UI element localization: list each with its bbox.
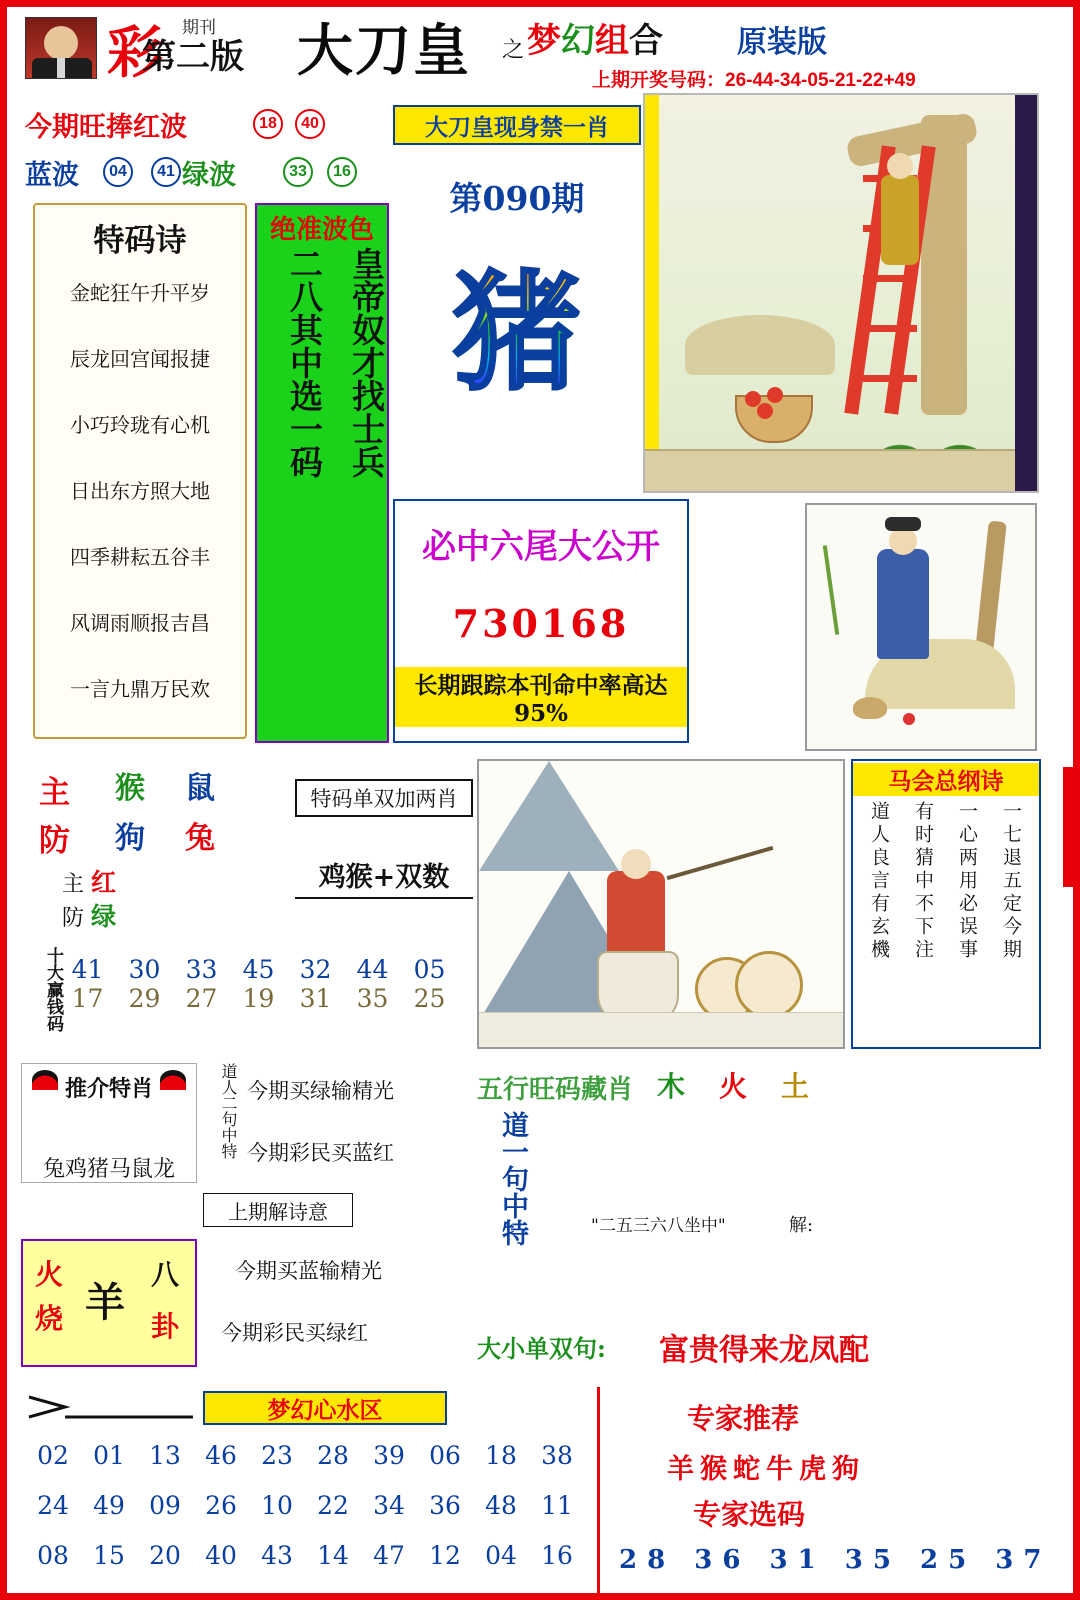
wave-color-col-left: 二八其中选一码	[285, 247, 324, 478]
menghuan-num: 34	[373, 1491, 405, 1520]
zhufang-zodiac-4: 兔	[185, 821, 215, 856]
menghuan-section-title-box	[203, 1391, 447, 1425]
six-tails-numbers: 730168	[452, 601, 630, 646]
jie-label: 解:	[789, 1215, 814, 1236]
wuxing-element-3: 土	[781, 1070, 810, 1103]
top-ten-num: 27	[185, 984, 218, 1013]
mahui-poem-col-2: 一心两用必误事	[956, 801, 978, 962]
menghuan-num: 28	[317, 1441, 349, 1470]
menghuan-num: 15	[93, 1541, 125, 1570]
big-small-odd-even-label: 大小单双句:	[477, 1334, 606, 1363]
zhufang-line-1	[62, 863, 116, 899]
wuxing-watermark: 五行旺码藏肖	[477, 1075, 634, 1105]
menghuan-num: 18	[485, 1441, 517, 1470]
menghuan-num: 39	[373, 1441, 405, 1470]
portrait-photo	[25, 17, 97, 79]
top-ten-num: 19	[242, 984, 275, 1013]
huoshao-bagua-box	[21, 1239, 197, 1367]
menghuan-num: 43	[261, 1541, 293, 1570]
poem-line-1: 金蛇狂午升平岁	[70, 281, 210, 305]
zhufang-line-2	[62, 897, 116, 933]
poem-line-2: 辰龙回宫闻报捷	[70, 347, 210, 371]
red-wave-ball-2: 40	[295, 109, 325, 139]
odd-even-title-box	[295, 779, 473, 817]
top-ten-num: 05	[413, 955, 446, 984]
odd-even-value: 鸡猴+双数	[318, 862, 450, 893]
subtitle-char-3: 组	[595, 21, 629, 61]
daoren-line-1: 今期买绿输精光	[247, 1079, 394, 1103]
zhufang-line-1-color: 红	[91, 868, 117, 897]
odd-even-underline	[295, 897, 473, 899]
menghuan-num: 14	[317, 1541, 349, 1570]
huoshao-char-2: 烧	[35, 1302, 64, 1335]
subtitle-char-1: 梦	[527, 21, 561, 61]
edition-label: 第二版	[142, 37, 244, 77]
subtitle-char-2: 幻	[561, 21, 595, 61]
poem-line-4: 日出东方照大地	[70, 479, 210, 503]
dao-vertical-phrase: 道一句中特	[497, 1111, 528, 1246]
wave-color-box	[255, 203, 389, 743]
recommended-zodiac-title: 推介特肖	[64, 1076, 153, 1102]
odd-even-title: 特码单双加两肖	[310, 787, 458, 811]
zhufang-line-1-label: 主	[62, 872, 85, 897]
daoren-side-label: 道人二句中特	[219, 1063, 238, 1159]
daoren-line-4: 今期彩民买绿红	[221, 1321, 368, 1345]
menghuan-num: 26	[205, 1491, 237, 1520]
last-draw-numbers: 上期开奖号码：26-44-34-05-21-22+49	[592, 70, 916, 91]
six-tails-title: 必中六尾大公开	[422, 527, 660, 567]
fang-label: 防	[39, 823, 70, 859]
expert-title: 专家推荐	[687, 1402, 800, 1435]
menghuan-num: 06	[429, 1441, 461, 1470]
menghuan-num: 13	[149, 1441, 181, 1470]
huoshao-char-1: 火	[35, 1258, 64, 1291]
previous-interpretation-title: 上期解诗意	[228, 1199, 328, 1224]
original-version-label: 原装版	[737, 25, 827, 60]
top-ten-num: 17	[71, 984, 104, 1013]
menghuan-num: 16	[541, 1541, 573, 1570]
expert-num: 28	[619, 1545, 676, 1575]
periodical-label: 期刊	[182, 18, 216, 37]
six-tails-footnote: 长期跟踪本刊命中率高达95%	[395, 667, 687, 727]
top-ten-num: 29	[128, 984, 161, 1013]
recommended-zodiac-box	[21, 1063, 197, 1183]
menghuan-num: 38	[541, 1441, 573, 1470]
forbidden-zodiac-banner	[393, 105, 641, 145]
zhufang-line-2-label: 防	[62, 906, 85, 931]
forbidden-zodiac-char: 猪	[407, 242, 627, 402]
menghuan-row-1	[25, 1431, 585, 1481]
green-wave-label: 绿波	[182, 160, 236, 191]
menghuan-num: 23	[261, 1441, 293, 1470]
illustration-scholar-scene	[805, 503, 1037, 751]
wuxing-element-1: 木	[657, 1070, 686, 1103]
mahui-poem-col-1: 一七退五定今期	[1000, 801, 1022, 962]
huoshao-char-4: 卦	[151, 1310, 180, 1343]
lucky-phrase: 富贵得来龙凤配	[659, 1333, 869, 1368]
top-ten-num: 44	[356, 955, 389, 984]
expert-num: 31	[769, 1545, 826, 1575]
menghuan-num: 40	[205, 1541, 237, 1570]
zhufang-zodiac-2: 鼠	[185, 771, 215, 806]
subtitle-char-4: 合	[629, 21, 663, 61]
zhufang-line-2-color: 绿	[91, 902, 117, 931]
expert-numbers	[619, 1545, 1051, 1575]
expert-num: 37	[995, 1545, 1052, 1575]
menghuan-num: 12	[429, 1541, 461, 1570]
wave-color-col-right: 皇帝奴才找士兵	[347, 247, 386, 478]
menghuan-num: 22	[317, 1491, 349, 1520]
illustration-ladder-scene	[643, 93, 1039, 493]
mahui-poem-col-4: 道人良言有玄機	[868, 801, 890, 962]
subtitle-combo	[527, 13, 663, 62]
mahui-poem-box	[851, 759, 1041, 1049]
menghuan-num: 36	[429, 1491, 461, 1520]
brand-title: 彩	[107, 20, 163, 86]
top-ten-label: 十大赢钱码	[43, 947, 63, 1032]
menghuan-num: 49	[93, 1491, 125, 1520]
zhufang-zodiac-3: 狗	[115, 821, 145, 856]
menghuan-section-title: 梦幻心水区	[267, 1396, 383, 1424]
menghuan-num: 48	[485, 1491, 517, 1520]
top-ten-num: 33	[185, 955, 218, 984]
expert-title-2: 专家选码	[693, 1498, 806, 1531]
top-ten-num: 32	[299, 955, 332, 984]
previous-interpretation-box	[203, 1193, 353, 1227]
top-ten-numbers	[59, 955, 459, 1013]
menghuan-num: 01	[93, 1441, 125, 1470]
menghuan-num: 02	[37, 1441, 69, 1470]
zhi-char: 之	[502, 37, 525, 62]
blue-wave-ball-1: 04	[103, 157, 133, 187]
menghuan-row-2	[25, 1481, 585, 1531]
top-ten-num: 45	[242, 955, 275, 984]
daoren-line-2: 今期彩民买蓝红	[247, 1141, 394, 1165]
top-ten-num: 25	[413, 984, 446, 1013]
expert-num: 35	[844, 1545, 901, 1575]
mahui-poem-title: 马会总纲诗	[853, 763, 1039, 796]
menghuan-num: 24	[37, 1491, 69, 1520]
page-title: 大刀皇	[297, 18, 471, 84]
green-wave-ball-2: 16	[327, 157, 357, 187]
vertical-divider	[597, 1387, 600, 1599]
poem-line-6: 风调雨顺报吉昌	[70, 611, 210, 635]
expert-num: 25	[920, 1545, 977, 1575]
blue-wave-label: 蓝波	[25, 160, 79, 191]
wave-color-title: 绝准波色	[269, 215, 374, 245]
poem-line-5: 四季耕耘五谷丰	[70, 545, 210, 569]
riddle-quote: "二五三六八坐中"	[591, 1216, 726, 1236]
poem-line-3: 小巧玲珑有心机	[70, 413, 210, 437]
recommended-zodiac-value: 兔鸡猪马鼠龙	[42, 1157, 175, 1182]
green-wave-ball-1: 33	[283, 157, 313, 187]
menghuan-num: 11	[541, 1491, 573, 1520]
menghuan-num: 46	[205, 1441, 237, 1470]
menghuan-num: 04	[485, 1541, 517, 1570]
illustration-coins-scene	[477, 759, 845, 1049]
top-ten-row-2	[59, 984, 459, 1013]
menghuan-num: 09	[149, 1491, 181, 1520]
menghuan-row-3	[25, 1531, 585, 1581]
issue-number: 第090期	[449, 179, 585, 218]
zhufang-zodiac-1: 猴	[115, 771, 145, 806]
menghuan-num: 20	[149, 1541, 181, 1570]
tema-poem-title: 特码诗	[93, 223, 187, 259]
arrow-decoration	[25, 1393, 195, 1421]
red-wave-ball-1: 18	[253, 109, 283, 139]
top-ten-num: 31	[299, 984, 332, 1013]
huoshao-center-zodiac: 羊	[85, 1279, 125, 1326]
daoren-line-3: 今期买蓝输精光	[235, 1259, 382, 1283]
six-tails-box	[393, 499, 689, 743]
menghuan-num: 47	[373, 1541, 405, 1570]
top-ten-num: 41	[71, 955, 104, 984]
menghuan-num: 10	[261, 1491, 293, 1520]
menghuan-number-grid	[25, 1431, 585, 1581]
red-wave-label: 今期旺捧红波	[25, 112, 187, 143]
expert-zodiacs: 羊猴蛇牛虎狗	[667, 1454, 865, 1485]
expert-num: 36	[694, 1545, 751, 1575]
wuxing-element-2: 火	[719, 1070, 748, 1103]
mahui-poem-col-3: 有时猜中不下注	[912, 801, 934, 962]
tema-poem-box	[33, 203, 247, 739]
huoshao-char-3: 八	[151, 1258, 180, 1291]
poem-line-7: 一言九鼎万民欢	[70, 677, 210, 701]
top-ten-row-1	[59, 955, 459, 984]
red-side-bar	[1063, 767, 1073, 887]
zhu-label: 主	[39, 775, 70, 811]
forbidden-zodiac-banner-text: 大刀皇现身禁一肖	[425, 113, 609, 141]
blue-wave-ball-2: 41	[151, 157, 181, 187]
top-ten-num: 30	[128, 955, 161, 984]
top-ten-num: 35	[356, 984, 389, 1013]
menghuan-num: 08	[37, 1541, 69, 1570]
